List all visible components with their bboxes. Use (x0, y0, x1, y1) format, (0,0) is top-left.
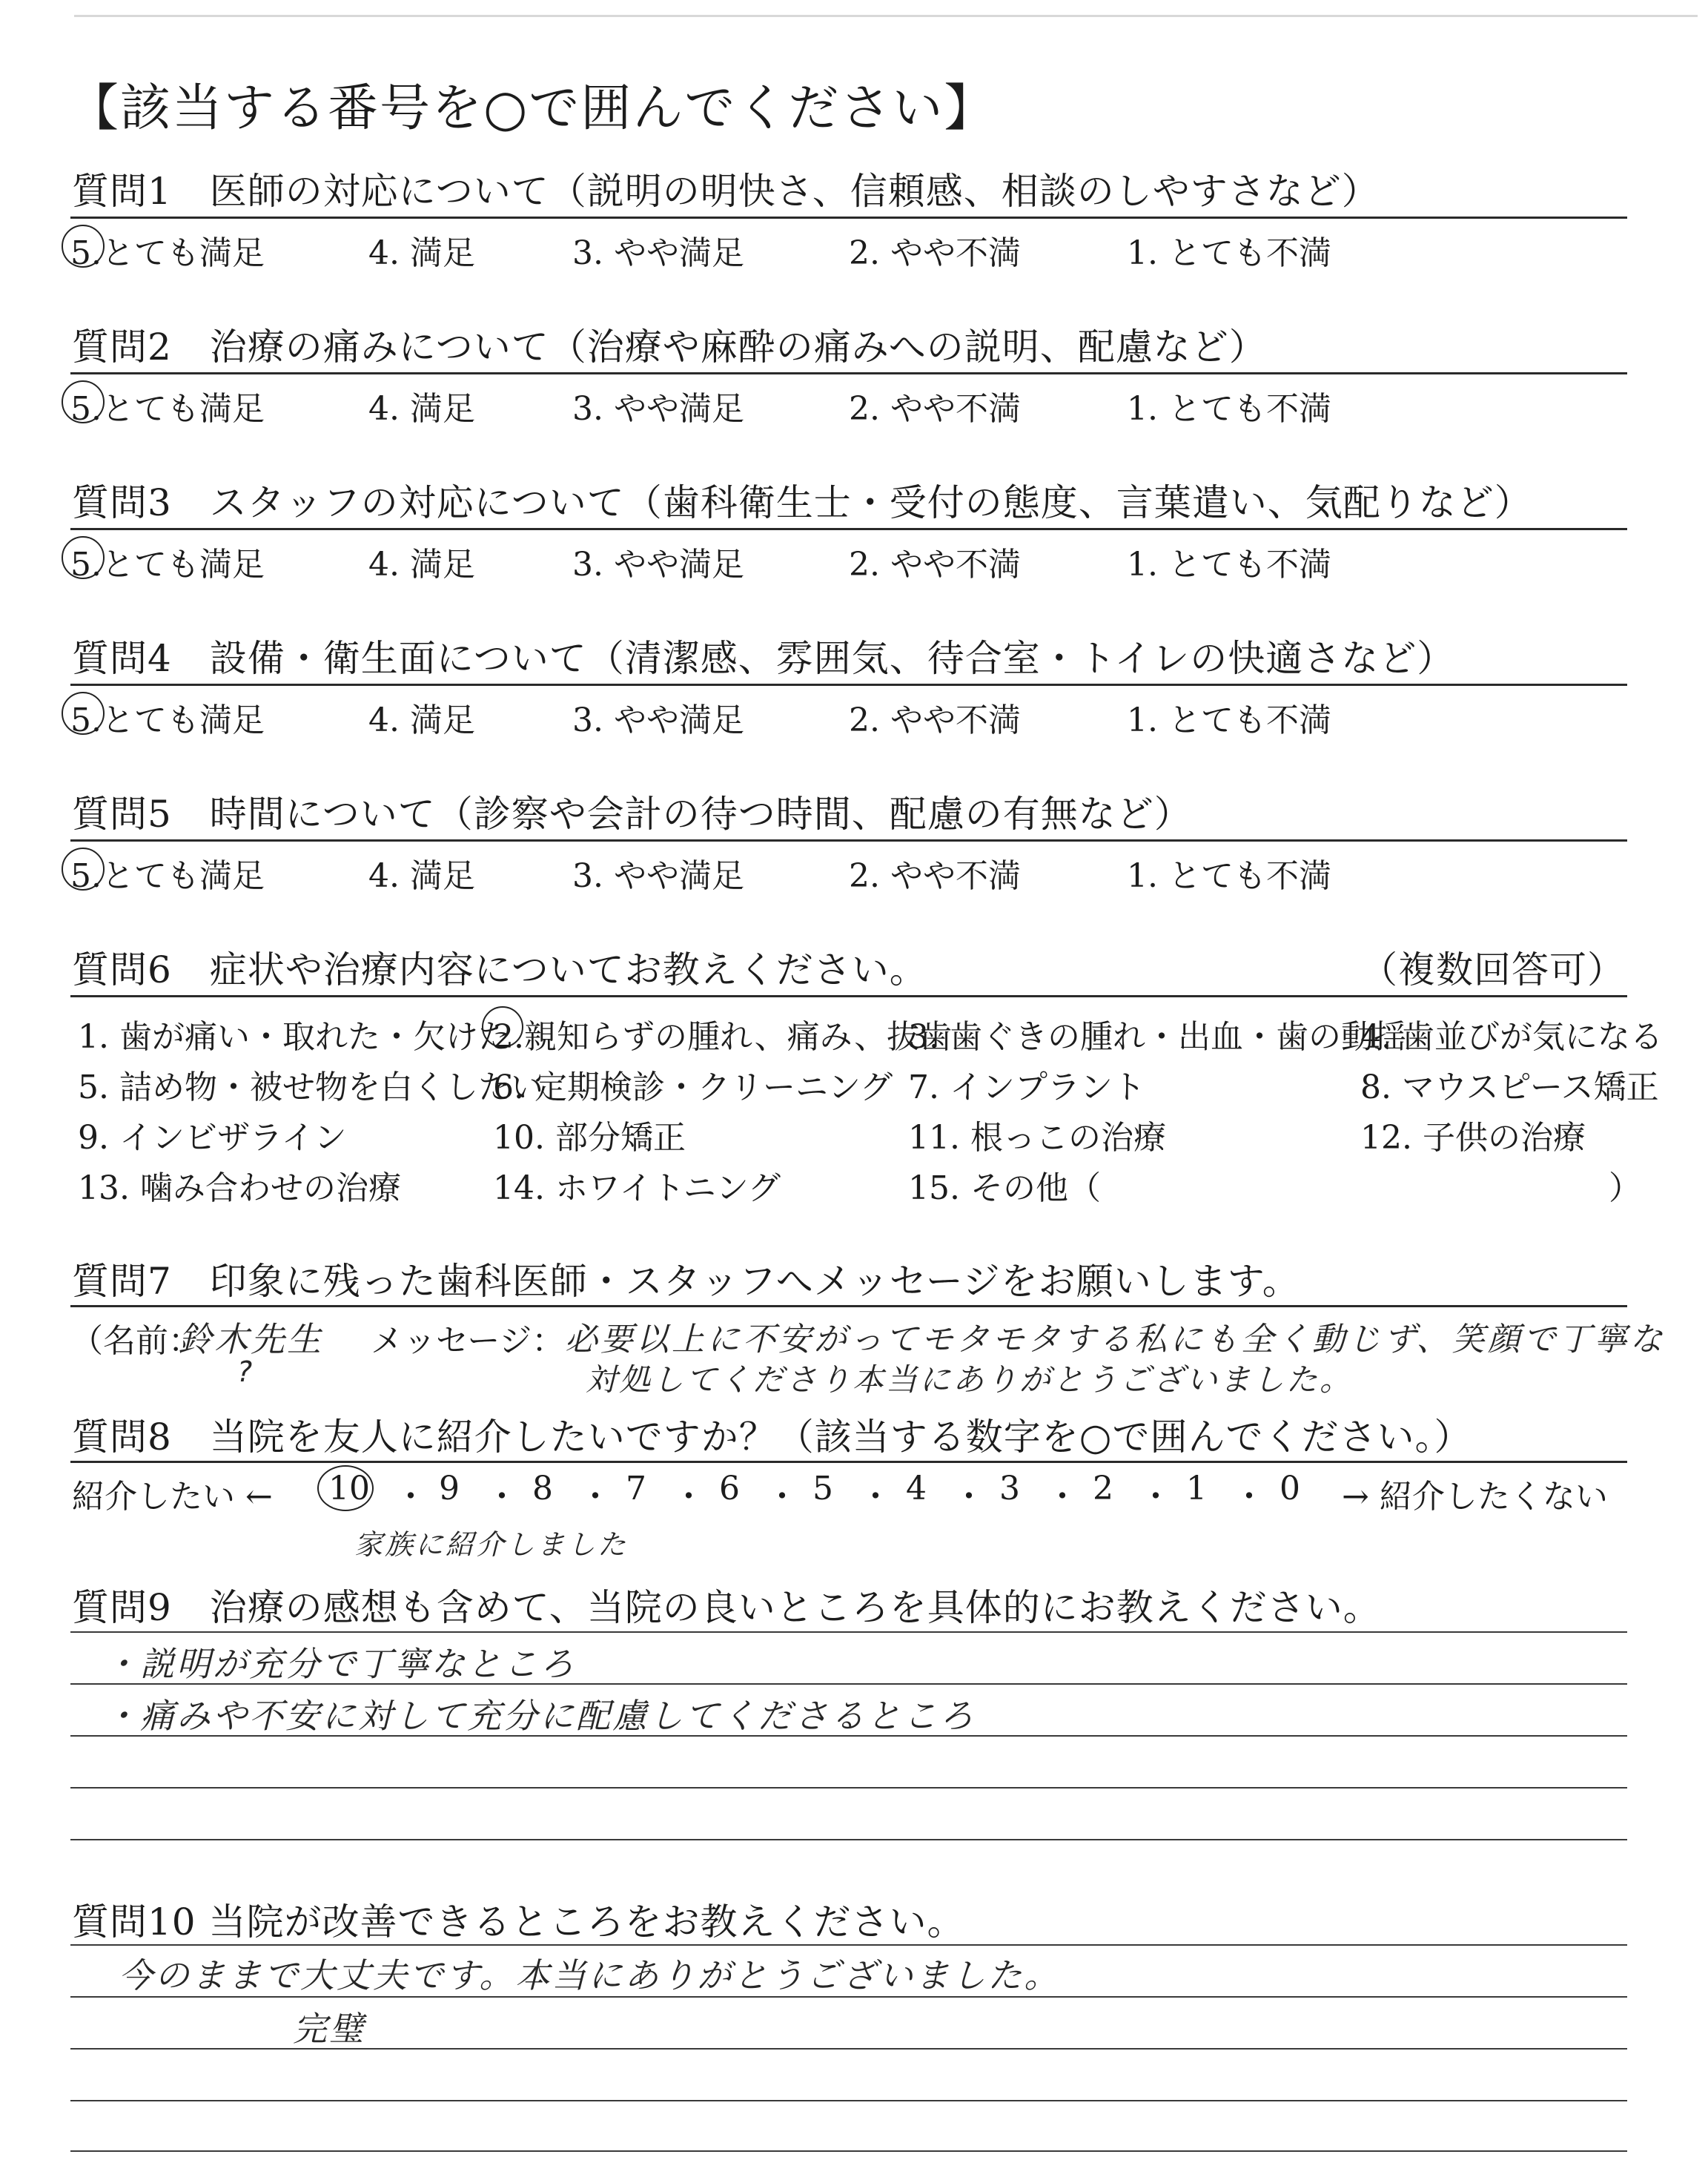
q8-scale-4[interactable]: 4 (906, 1470, 927, 1507)
q8-scale-7[interactable]: 7 (626, 1470, 646, 1507)
q6-item-15[interactable]: 15. その他（ (908, 1169, 1101, 1207)
q7-name-value[interactable]: 鈴木先生 (178, 1319, 323, 1359)
q6-item-4[interactable]: 4. 歯並びが気になる (1360, 1018, 1663, 1056)
scan-top-edge (74, 15, 1698, 17)
question-8-rule (70, 1461, 1627, 1463)
question-1: 質問1 医師の対応について（説明の明快さ、信頼感、相談のしやすさなど） (72, 170, 1380, 213)
q10-line (70, 1944, 1627, 1946)
q3-option-5[interactable]: 5.とても満足 (70, 546, 265, 584)
scale-dot: ・ (579, 1478, 612, 1516)
q10-answer-line-1[interactable]: 今のままで大丈夫です。本当にありがとうございました。 (119, 1955, 1061, 1995)
q8-scale-2[interactable]: 2 (1093, 1470, 1113, 1507)
q2-option-1[interactable]: 1. とても不満 (1127, 390, 1331, 428)
question-3-rule (70, 528, 1627, 530)
question-5-rule (70, 839, 1627, 842)
scale-dot: ・ (1046, 1478, 1079, 1516)
q4-option-3[interactable]: 3. やや満足 (572, 701, 744, 739)
q8-handwritten-note[interactable]: 家族に紹介しました (354, 1528, 629, 1561)
q5-option-1[interactable]: 1. とても不満 (1127, 857, 1331, 895)
q1-option-2[interactable]: 2. やや不満 (849, 234, 1021, 272)
q10-answer-line-2[interactable]: 完璧 (293, 2009, 365, 2049)
q7-message-label: メッセージ： (371, 1322, 565, 1360)
q3-option-4[interactable]: 4. 満足 (368, 546, 475, 584)
q5-option-2[interactable]: 2. やや不満 (849, 857, 1021, 895)
q4-option-2[interactable]: 2. やや不満 (849, 701, 1021, 739)
q8-scale-5[interactable]: 5 (812, 1470, 833, 1507)
scale-dot: ・ (953, 1478, 985, 1516)
q10-line (70, 2150, 1627, 2152)
question-6-note: （複数回答可） (1360, 948, 1625, 991)
q8-left-label: 紹介したい ← (72, 1478, 273, 1516)
q6-item-3[interactable]: 3. 歯ぐきの腫れ・出血・歯の動揺 (908, 1018, 1406, 1056)
q4-option-4[interactable]: 4. 満足 (368, 701, 475, 739)
q9-line (70, 1787, 1627, 1789)
q6-item-12[interactable]: 12. 子供の治療 (1360, 1119, 1586, 1157)
scale-dot: ・ (486, 1478, 518, 1516)
q2-option-4[interactable]: 4. 満足 (368, 390, 475, 428)
question-2: 質問2 治療の痛みについて（治療や麻酔の痛みへの説明、配慮など） (72, 326, 1267, 369)
q3-option-3[interactable]: 3. やや満足 (572, 546, 744, 584)
q8-scale-9[interactable]: 9 (439, 1470, 460, 1507)
question-2-rule (70, 372, 1627, 374)
q9-line (70, 1631, 1627, 1633)
q8-scale-1[interactable]: 1 (1186, 1470, 1207, 1507)
question-4-rule (70, 684, 1627, 686)
scale-dot: ・ (766, 1478, 798, 1516)
q5-option-4[interactable]: 4. 満足 (368, 857, 475, 895)
question-10: 質問10 当院が改善できるところをお教えください。 (72, 1900, 965, 1943)
q6-item-1[interactable]: 1. 歯が痛い・取れた・欠けた (78, 1018, 511, 1056)
question-1-rule (70, 217, 1627, 219)
q9-answer-line-2[interactable]: ・痛みや不安に対して充分に配慮してくださるところ (104, 1696, 976, 1736)
question-5: 質問5 時間について（診察や会計の待つ時間、配慮の有無など） (72, 793, 1192, 836)
q8-scale-10[interactable]: 10 (328, 1470, 370, 1507)
q7-message-line-1[interactable]: 必要以上に不安がってモタモタする私にも全く動じず、笑顔で丁寧な (565, 1321, 1666, 1358)
scale-dot: ・ (1139, 1478, 1172, 1516)
q3-option-1[interactable]: 1. とても不満 (1127, 546, 1331, 584)
q6-item-15-close: ） (1609, 1169, 1641, 1207)
q6-item-11[interactable]: 11. 根っこの治療 (908, 1119, 1166, 1157)
q1-option-5[interactable]: 5.とても満足 (70, 234, 265, 272)
question-7-rule (70, 1305, 1627, 1307)
question-9: 質問9 治療の感想も含めて、当院の良いところを具体的にお教えください。 (72, 1586, 1381, 1629)
q6-item-13[interactable]: 13. 噛み合わせの治療 (78, 1169, 401, 1207)
q1-option-3[interactable]: 3. やや満足 (572, 234, 744, 272)
q8-right-label: → 紹介したくない (1342, 1478, 1608, 1516)
q5-option-5[interactable]: 5.とても満足 (70, 857, 265, 895)
question-6: 質問6 症状や治療内容についてお教えください。 (72, 948, 927, 991)
q6-item-9[interactable]: 9. インビザライン (78, 1119, 347, 1157)
q8-scale-0[interactable]: 0 (1280, 1470, 1300, 1507)
scale-dot: ・ (859, 1478, 892, 1516)
question-6-rule (70, 995, 1627, 997)
question-3: 質問3 スタッフの対応について（歯科衛生士・受付の態度、言葉遣い、気配りなど） (72, 481, 1532, 524)
q1-option-4[interactable]: 4. 満足 (368, 234, 475, 272)
scale-dot: ・ (1233, 1478, 1265, 1516)
q6-item-10[interactable]: 10. 部分矯正 (493, 1119, 686, 1157)
q7-name-mark: ? (237, 1355, 255, 1388)
q7-message-line-2[interactable]: 対処してくださり本当にありがとうございました。 (586, 1361, 1354, 1398)
q6-item-7[interactable]: 7. インプラント (908, 1069, 1145, 1106)
scale-dot: ・ (394, 1478, 427, 1516)
scale-dot: ・ (672, 1478, 705, 1516)
q2-option-5[interactable]: 5.とても満足 (70, 390, 265, 428)
q8-scale-3[interactable]: 3 (999, 1470, 1020, 1507)
q6-item-8[interactable]: 8. マウスピース矯正 (1360, 1069, 1659, 1106)
q10-line (70, 2100, 1627, 2101)
page-title: 【該当する番号を○で囲んでください】 (68, 79, 996, 138)
question-7: 質問7 印象に残った歯科医師・スタッフへメッセージをお願いします。 (72, 1260, 1300, 1303)
q6-item-6[interactable]: 6. 定期検診・クリーニング (493, 1069, 893, 1106)
q9-line (70, 1839, 1627, 1840)
q9-answer-line-1[interactable]: ・説明が充分で丁寧なところ (104, 1644, 576, 1684)
q6-item-2[interactable]: 2.親知らずの腫れ、痛み、抜歯 (493, 1018, 953, 1056)
q8-scale-8[interactable]: 8 (532, 1470, 553, 1507)
q2-option-2[interactable]: 2. やや不満 (849, 390, 1021, 428)
q4-option-5[interactable]: 5.とても満足 (70, 701, 265, 739)
q3-option-2[interactable]: 2. やや不満 (849, 546, 1021, 584)
q4-option-1[interactable]: 1. とても不満 (1127, 701, 1331, 739)
q1-option-1[interactable]: 1. とても不満 (1127, 234, 1331, 272)
q6-item-14[interactable]: 14. ホワイトニング (493, 1169, 781, 1207)
q6-item-5[interactable]: 5. 詰め物・被せ物を白くしたい (78, 1069, 543, 1106)
q2-option-3[interactable]: 3. やや満足 (572, 390, 744, 428)
question-8: 質問8 当院を友人に紹介したいですか？（該当する数字を○で囲んでください。） (72, 1416, 1472, 1459)
question-4: 質問4 設備・衛生面について（清潔感、雰囲気、待合室・トイレの快適さなど） (72, 637, 1455, 680)
q7-name-label: （名前： (70, 1322, 201, 1360)
q8-scale-6[interactable]: 6 (719, 1470, 740, 1507)
q5-option-3[interactable]: 3. やや満足 (572, 857, 744, 895)
